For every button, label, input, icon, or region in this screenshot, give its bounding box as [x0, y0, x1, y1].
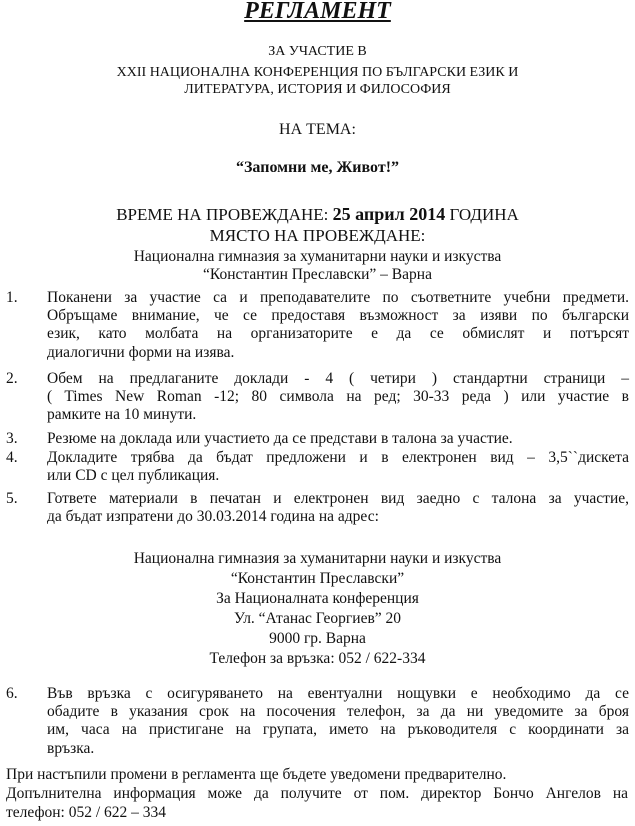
time-suffix: ГОДИНА: [445, 205, 519, 224]
address-phone: Телефон за връзка: 052 / 622-334: [209, 650, 426, 667]
footer-line-2: Допълнителна информация може да получите от пом. директор Бончо Ангелов на: [6, 785, 628, 802]
address-line-2: “Константин Преславски”: [230, 570, 405, 587]
item-line: Докладите трябва да бъдат предложени и в електронен вид – 3,5``дискета: [47, 449, 629, 466]
item-line: език, като молбата на организаторите е да се обмислят и потърсят: [47, 325, 629, 343]
place-line-1: Национална гимназия за хуманитарни науки и изкуства: [133, 248, 502, 265]
address-line-5: 9000 гр. Варна: [269, 630, 366, 647]
item-line: рамките на 10 минути.: [47, 406, 197, 424]
item-line: или CD с цел публикация.: [47, 467, 220, 485]
item-line: връзка.: [47, 739, 95, 757]
item-line: им, часа на пристигане на групата, името на ръководителя с координати за: [47, 721, 629, 739]
footer-line-1: При настъпили промени в регламента ще бъдете уведомени предварително.: [6, 766, 507, 783]
subtitle-line-1: ЗА УЧАСТИЕ В: [268, 44, 367, 59]
item-line: ( Times New Roman -12; 80 символа на ред; 30-33 реда ) или участие в: [47, 388, 629, 406]
document-title: РЕГЛАМЕНТ: [244, 0, 391, 24]
item-number: 6.: [6, 685, 18, 702]
item-number: 4.: [6, 449, 18, 466]
place-line-2: “Константин Преславски” – Варна: [203, 266, 432, 283]
address-line-1: Национална гимназия за хуманитарни науки и изкуства: [133, 550, 502, 567]
item-line: Резюме на доклада или участието да се представи в талона за участие.: [47, 430, 513, 447]
place-label: МЯСТО НА ПРОВЕЖДАНЕ:: [209, 226, 426, 245]
item-line: Във връзка с осигуряването на евентуални нощувки е необходимо да се: [47, 685, 629, 702]
item-line: Гответе материали в печатан и електронен вид заедно с талона за участие,: [47, 490, 629, 507]
item-line: Обръщаме внимание, че се предоставя възможност за изяви по български: [47, 307, 629, 325]
item-number: 5.: [6, 490, 18, 507]
time-line: [0, 204, 635, 225]
item-line: Поканени за участие са и преподавателите по съответните учебни предмети.: [47, 289, 629, 306]
footer-line-3: телефон: 052 / 622 – 334: [6, 804, 167, 821]
address-line-3: За Националната конференция: [216, 590, 419, 607]
item-number: 3.: [6, 430, 18, 447]
time-label: ВРЕМЕ НА ПРОВЕЖДАНЕ:: [116, 205, 333, 224]
item-line: обадите в указания срок на посочения телефон, за да ни уведомите за броя: [47, 703, 629, 721]
item-line: да бъдат изпратени до 30.03.2014 година на адрес:: [47, 508, 379, 526]
theme-label: НА ТЕМА:: [279, 121, 356, 138]
item-number: 2.: [6, 370, 18, 387]
address-line-4: Ул. “Атанас Георгиев” 20: [233, 610, 402, 627]
item-number: 1.: [6, 289, 18, 306]
item-line: диалогични форми на изява.: [47, 343, 235, 361]
theme-title: “Запомни ме, Живот!”: [235, 159, 400, 176]
time-value: 25 април 2014: [332, 204, 446, 224]
subtitle-line-2: XXII НАЦИОНАЛНА КОНФЕРЕНЦИЯ ПО БЪЛГАРСКИ ЕЗИК И: [116, 65, 519, 80]
item-line: Обем на предлаганите доклади - 4 ( четири ) стандартни страници –: [47, 370, 629, 387]
subtitle-line-3: ЛИТЕРАТУРА, ИСТОРИЯ И ФИЛОСОФИЯ: [184, 82, 451, 97]
